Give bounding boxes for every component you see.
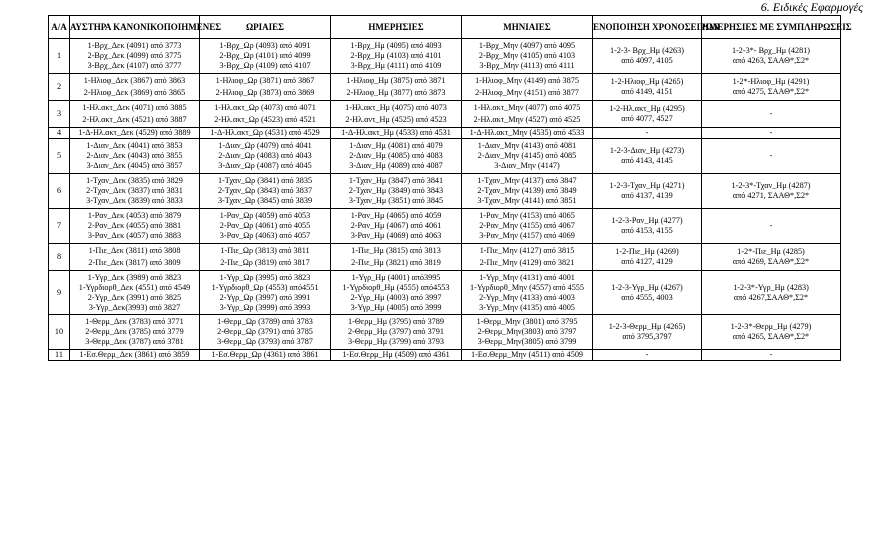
- row-number: 2: [49, 74, 70, 101]
- header-strict: ΑΥΣΤΗΡΑ ΚΑΝΟΝΙΚΟΠΟΙΗΜΕΝΕΣ: [70, 16, 200, 39]
- series-entry: από 4267,ΣΑΑΘ*,Σ2*: [733, 292, 809, 302]
- series-entry: -: [769, 128, 773, 137]
- series-entry: 3-Βρχ_Ημ (4111) από 4109: [350, 61, 442, 70]
- merge-cell: [593, 315, 702, 350]
- row-number: 1: [49, 39, 70, 74]
- series-entry: -: [645, 350, 649, 359]
- series-entry: από 4269, ΣΑΑΘ*,Σ2*: [732, 257, 810, 266]
- filled-cell: [702, 139, 841, 174]
- strict-cell: [70, 350, 200, 361]
- header-monthly: ΜΗΝΙΑΙΕΣ: [462, 16, 593, 39]
- series-entry: 1-2-3-Ραν_Ημ (4277): [611, 216, 683, 225]
- series-entry: 2-Βρχ_Δεκ (4099) από 3775: [87, 51, 182, 60]
- series-entry: 2-Διαν_Μην (4145) από 4085: [477, 151, 577, 160]
- series-entry: 2-Ηλιοφ_Μην (4151) από 3877: [475, 88, 579, 97]
- series-entry: 1-2-3*-Τχαν_Ημ (4287): [731, 181, 811, 190]
- merge-cell: [593, 350, 702, 361]
- daily-cell: [331, 271, 462, 315]
- series-entry: 1-Υγρδιορθ_Ημ (4555) από4553: [342, 282, 450, 292]
- row-number: 3: [49, 101, 70, 128]
- monthly-cell: [462, 139, 593, 174]
- monthly-cell: [462, 174, 593, 209]
- series-entry: 3-Θερμ_Δεκ (3787) από 3781: [85, 337, 184, 346]
- series-entry: 3-Θερμ_Μην(3805) από 3799: [477, 337, 577, 346]
- series-entry: 1-Δ-Ηλ.ακτ_Ωρ (4531) από 4529: [210, 128, 320, 137]
- series-entry: 1-Θερμ_Μην (3801) από 3795: [476, 317, 578, 326]
- hourly-cell: [200, 174, 331, 209]
- series-entry: 1-Υγρ_Δεκ (3989) από 3823: [87, 272, 182, 282]
- series-entry: 1-Ηλιοφ_Ωρ (3871) από 3867: [215, 76, 315, 85]
- row-number: 4: [49, 128, 70, 139]
- series-entry: από 3795,3797: [622, 332, 672, 341]
- series-entry: -: [645, 128, 649, 137]
- series-entry: 2-Διαν_Δεκ (4043) από 3855: [86, 151, 183, 160]
- series-entry: 1-2-3-Τχαν_Ημ (4271): [609, 181, 685, 190]
- series-entry: 2-Πιε_Ημ (3821) από 3819: [351, 258, 441, 267]
- section-title: 6. Ειδικές Εφαρμογές: [760, 0, 863, 14]
- series-entry: 2-Ηλ.ακτ_Ωρ (4523) από 4521: [214, 115, 316, 124]
- filled-cell: [702, 39, 841, 74]
- row-number: 10: [49, 315, 70, 350]
- series-entry: 2-Υγρ_Δεκ (3991) από 3825: [87, 292, 182, 302]
- series-entry: 1-Ηλ.ακτ_Ωρ (4073) από 4071: [214, 103, 316, 112]
- filled-cell: [702, 128, 841, 139]
- row-number: 5: [49, 139, 70, 174]
- series-entry: 3-Ραν_Μην (4157) από 4069: [479, 231, 575, 240]
- series-entry: 2-Θερμ_Δεκ (3785) από 3779: [85, 327, 184, 336]
- hourly-cell: [200, 101, 331, 128]
- series-entry: από 4271, ΣΑΑΘ*,Σ2*: [732, 191, 810, 200]
- series-entry: 1-Τχαν_Ωρ (3841) από 3835: [217, 176, 313, 185]
- series-entry: από 4127, 4129: [621, 257, 673, 266]
- header-daily: ΗΜΕΡΗΣΙΕΣ: [331, 16, 462, 39]
- strict-cell: [70, 74, 200, 101]
- series-entry: 2-Τχαν_Δεκ (3837) από 3831: [86, 186, 183, 195]
- daily-cell: [331, 139, 462, 174]
- filled-cell: [702, 74, 841, 101]
- series-entry: 2-Υγρ_Ωρ (3997) από 3991: [219, 292, 311, 302]
- daily-cell: [331, 209, 462, 244]
- hourly-cell: [200, 39, 331, 74]
- row-number: 11: [49, 350, 70, 361]
- series-entry: 2-Διαν_Ωρ (4083) από 4043: [218, 151, 312, 160]
- series-entry: 1-Τχαν_Δεκ (3835) από 3829: [86, 176, 183, 185]
- series-entry: 3-Ραν_Δεκ (4057) από 3883: [87, 231, 182, 240]
- series-entry: 3-Διαν_Ωρ (4087) από 4045: [218, 161, 312, 170]
- series-entry: 1-Δ-Ηλ.ακτ_Μην (4535) από 4533: [469, 128, 585, 137]
- series-entry: 2-Υγρ_Ημ (4003) από 3997: [350, 292, 442, 302]
- header-hourly: ΩΡΙΑΙΕΣ: [200, 16, 331, 39]
- series-entry: 2-Ηλ.ακτ_Μην (4527) από 4525: [473, 115, 581, 124]
- series-entry: από 4555, 4003: [621, 292, 673, 302]
- series-entry: 3-Θερμ_Ημ (3799) από 3793: [348, 337, 444, 346]
- series-entry: 1-2-3-Θερμ_Ημ (4265): [608, 322, 686, 331]
- series-entry: 1-2-Ηλιοφ_Ημ (4265): [610, 77, 684, 86]
- table-row: [49, 74, 841, 101]
- hourly-cell: [200, 350, 331, 361]
- series-entry: 2-Τχαν_Μην (4139) από 3849: [477, 186, 577, 195]
- table-row: [49, 315, 841, 350]
- series-entry: από 4149, 4151: [621, 87, 673, 96]
- series-entry: 2-Θερμ_Μην(3803) από 3797: [477, 327, 577, 336]
- table-row: [49, 174, 841, 209]
- series-entry: 1-2-3-Υγρ_Ημ (4267): [611, 282, 683, 292]
- series-entry: 2-Υγρ_Μην (4133) από 4003: [479, 292, 575, 302]
- series-entry: 1-Ραν_Ημ (4065) από 4059: [350, 211, 442, 220]
- series-entry: 1-2*-Ηλιοφ_Ημ (4291): [732, 77, 810, 86]
- series-entry: 1-Διαν_Μην (4143) από 4081: [477, 141, 577, 150]
- series-entry: 1-Πιε_Δεκ (3811) από 3808: [88, 246, 181, 255]
- series-entry: 3-Τχαν_Ημ (3851) από 3845: [348, 196, 444, 205]
- series-entry: 3-Διαν_Δεκ (4045) από 3857: [86, 161, 183, 170]
- series-entry: 2-Διαν_Ημ (4085) από 4083: [349, 151, 443, 160]
- daily-cell: [331, 315, 462, 350]
- daily-cell: [331, 350, 462, 361]
- series-entry: 2-Ηλιοφ_Ημ (3877) από 3873: [346, 88, 446, 97]
- row-number: 8: [49, 244, 70, 271]
- series-entry: 1-Ηλιοφ_Ημ (3875) από 3871: [346, 76, 446, 85]
- series-entry: 2-Ραν_Ωρ (4061) από 4055: [219, 221, 311, 230]
- series-entry: 2-Βρχ_Μην (4105) από 4103: [478, 51, 576, 60]
- series-entry: 2-Ηλ.αντ_Ημ (4525) από 4523: [345, 115, 447, 124]
- series-entry: 1-Θερμ_Δεκ (3783) από 3771: [85, 317, 184, 326]
- table-row: [49, 271, 841, 315]
- series-entry: 2-Ηλιοφ_Ωρ (3873) από 3869: [215, 88, 315, 97]
- monthly-cell: [462, 74, 593, 101]
- strict-cell: [70, 39, 200, 74]
- series-entry: 3-Τχαν_Δεκ (3839) από 3833: [86, 196, 183, 205]
- table-row: [49, 128, 841, 139]
- series-entry: 1-Ραν_Ωρ (4059) από 4053: [219, 211, 311, 220]
- series-entry: από 4153, 4155: [621, 226, 673, 235]
- series-entry: 3-Διαν_Μην (4147): [494, 161, 560, 170]
- monthly-cell: [462, 128, 593, 139]
- series-entry: από 4143, 4145: [621, 156, 673, 165]
- series-entry: 1-Ραν_Δεκ (4053) από 3879: [87, 211, 182, 220]
- series-entry: 1-Θερμ_Ημ (3795) από 3789: [348, 317, 444, 326]
- series-entry: 3-Βρχ_Μην (4113) από 4111: [479, 61, 575, 70]
- monthly-cell: [462, 39, 593, 74]
- series-entry: 1-Θερμ_Ωρ (3789) από 3783: [217, 317, 313, 326]
- series-entry: 3-Διαν_Ημ (4089) από 4087: [349, 161, 443, 170]
- series-entry: 1-Υγρ_Μην (4131) από 4001: [479, 272, 575, 282]
- series-entry: 2-Ραν_Δεκ (4055) από 3881: [87, 221, 182, 230]
- filled-cell: [702, 350, 841, 361]
- row-number: 7: [49, 209, 70, 244]
- series-entry: 2-Θερμ_Ωρ (3791) από 3785: [217, 327, 313, 336]
- series-entry: 1-2-3-Διαν_Ημ (4273): [609, 146, 685, 155]
- series-entry: 1-Δ-Ηλ.ακτ_Δεκ (4529) από 3889: [78, 128, 191, 137]
- table-row: [49, 350, 841, 361]
- series-entry: 3-Τχαν_Μην (4141) από 3851: [477, 196, 577, 205]
- hourly-cell: [200, 315, 331, 350]
- header-aa: Α/Α: [49, 16, 70, 39]
- daily-cell: [331, 174, 462, 209]
- header-merge: ΕΝΟΠΟΙΗΣΗ ΧΡΟΝΟΣΕΙΡΩΝ: [593, 16, 702, 39]
- series-entry: 2-Ηλ.ακτ_Δεκ (4521) από 3887: [82, 115, 187, 124]
- series-entry: 1-2-3*- Βρχ_Ημ (4281): [731, 46, 811, 55]
- filled-cell: [702, 174, 841, 209]
- daily-cell: [331, 39, 462, 74]
- monthly-cell: [462, 101, 593, 128]
- series-entry: -: [769, 151, 773, 160]
- series-entry: 1-Ηλ.ακτ_Μην (4077) από 4075: [473, 103, 581, 112]
- series-entry: 1-Διαν_Ημ (4081) από 4079: [349, 141, 443, 150]
- strict-cell: [70, 209, 200, 244]
- series-entry: 1-Διαν_Ωρ (4079) από 4041: [218, 141, 312, 150]
- merge-cell: [593, 39, 702, 74]
- series-entry: 1-Εσ.Θερμ_Ημ (4509) από 4361: [342, 350, 450, 359]
- series-entry: 3-Τχαν_Ωρ (3845) από 3839: [217, 196, 313, 205]
- series-entry: 3-Υγρ_Δεκ(3993) από 3827: [88, 302, 181, 312]
- hourly-cell: [200, 271, 331, 315]
- series-entry: από 4077, 4527: [621, 114, 673, 123]
- monthly-cell: [462, 315, 593, 350]
- monthly-cell: [462, 244, 593, 271]
- merge-cell: [593, 74, 702, 101]
- series-entry: από 4275, ΣΑΑΘ*,Σ2*: [732, 87, 810, 96]
- series-entry: 3-Υγρ_Ωρ (3999) από 3993: [219, 302, 311, 312]
- hourly-cell: [200, 244, 331, 271]
- daily-cell: [331, 128, 462, 139]
- monthly-cell: [462, 209, 593, 244]
- series-entry: από 4097, 4105: [621, 56, 673, 65]
- table-row: [49, 139, 841, 174]
- series-entry: 1-Πιε_Μην (4127) από 3815: [479, 246, 575, 255]
- series-entry: -: [769, 350, 773, 359]
- series-entry: 1-Υγρδιορθ_Δεκ (4551) από 4549: [78, 282, 191, 292]
- series-entry: 1-Ηλιοφ_Δεκ (3867) από 3863: [83, 76, 186, 85]
- series-entry: 1-Υγρδιορθ_Μην (4557) από 4555: [470, 282, 584, 292]
- daily-cell: [331, 74, 462, 101]
- strict-cell: [70, 101, 200, 128]
- merge-cell: [593, 244, 702, 271]
- series-entry: 1-Εσ.Θερμ_Ωρ (4361) από 3861: [211, 350, 319, 359]
- header-filled: ΗΜΕΡΗΣΙΕΣ ΜΕ ΣΥΜΠΛΗΡΩΣΕΙΣ: [702, 16, 841, 39]
- series-entry: 3-Ραν_Ημ (4069) από 4063: [350, 231, 442, 240]
- row-number: 6: [49, 174, 70, 209]
- series-entry: 3-Θερμ_Ωρ (3793) από 3787: [217, 337, 313, 346]
- series-entry: 1-Ηλ.ακτ_Δεκ (4071) από 3885: [82, 103, 187, 112]
- daily-cell: [331, 101, 462, 128]
- series-entry: 1-Διαν_Δεκ (4041) από 3853: [86, 141, 183, 150]
- series-entry: 1-Ραν_Μην (4153) από 4065: [479, 211, 575, 220]
- strict-cell: [70, 315, 200, 350]
- filled-cell: [702, 209, 841, 244]
- series-entry: 1-Υγρδιορθ_Ωρ (4553) από4551: [211, 282, 319, 292]
- merge-cell: [593, 174, 702, 209]
- hourly-cell: [200, 209, 331, 244]
- table-body: [49, 39, 841, 361]
- series-entry: 2-Βρχ_Ωρ (4101) από 4099: [219, 51, 311, 60]
- series-entry: από 4265, ΣΑΑΘ*,Σ2*: [732, 332, 810, 341]
- series-entry: 1-2-Ηλ.ακτ_Ημ (4295): [609, 104, 685, 113]
- header-row: [49, 16, 841, 39]
- series-entry: 1-Υγρ_Ημ (4001) από3995: [351, 272, 441, 282]
- row-number: 9: [49, 271, 70, 315]
- table-row: [49, 39, 841, 74]
- series-entry: 1-Εσ.Θερμ_Δεκ (3861) από 3859: [79, 350, 190, 359]
- series-entry: 3-Ραν_Ωρ (4063) από 4057: [219, 231, 311, 240]
- series-entry: 1-2-3- Βρχ_Ημ (4263): [610, 46, 684, 55]
- series-entry: 1-Ηλιοφ_Μην (4149) από 3875: [475, 76, 579, 85]
- filled-cell: [702, 101, 841, 128]
- hourly-cell: [200, 74, 331, 101]
- monthly-cell: [462, 350, 593, 361]
- series-entry: 1-Υγρ_Ωρ (3995) από 3823: [219, 272, 311, 282]
- daily-cell: [331, 244, 462, 271]
- series-entry: 1-2-3*-Υγρ_Ημ (4283): [733, 282, 809, 292]
- merge-cell: [593, 209, 702, 244]
- series-entry: 2-Πιε_Μην (4129) από 3821: [479, 258, 575, 267]
- merge-cell: [593, 139, 702, 174]
- table-row: [49, 244, 841, 271]
- series-entry: 3-Υγρ_Ημ (4005) από 3999: [350, 302, 442, 312]
- series-entry: -: [769, 109, 773, 118]
- monthly-cell: [462, 271, 593, 315]
- series-entry: 1-Τχαν_Μην (4137) από 3847: [477, 176, 577, 185]
- hourly-cell: [200, 128, 331, 139]
- series-entry: από 4263, ΣΑΑΘ*,Σ2*: [732, 56, 810, 65]
- strict-cell: [70, 139, 200, 174]
- series-entry: 1-Βρχ_Ημ (4095) από 4093: [350, 41, 442, 50]
- series-entry: 1-2*-Πιε_Ημ (4285): [737, 247, 805, 256]
- series-entry: 1-Ηλ.ακτ_Ημ (4075) από 4073: [345, 103, 447, 112]
- series-entry: 1-2-3*-Θερμ_Ημ (4279): [730, 322, 812, 331]
- strict-cell: [70, 174, 200, 209]
- strict-cell: [70, 244, 200, 271]
- series-entry: από 4137, 4139: [621, 191, 673, 200]
- filled-cell: [702, 315, 841, 350]
- series-entry: 1-Δ-Ηλ.ακτ_Ημ (4533) από 4531: [341, 128, 451, 137]
- merge-cell: [593, 101, 702, 128]
- series-entry: 2-Θερμ_Ημ (3797) από 3791: [348, 327, 444, 336]
- hourly-cell: [200, 139, 331, 174]
- strict-cell: [70, 128, 200, 139]
- timeseries-table: [48, 15, 852, 361]
- series-entry: 3-Βρχ_Ωρ (4109) από 4107: [219, 61, 311, 70]
- series-entry: 2-Ραν_Μην (4155) από 4067: [479, 221, 575, 230]
- series-entry: 1-Πιε_Ημ (3815) από 3813: [351, 246, 441, 255]
- series-entry: 1-Βρχ_Μην (4097) από 4095: [478, 41, 576, 50]
- series-entry: 3-Υγρ_Μην (4135) από 4005: [479, 302, 575, 312]
- series-entry: 1-Τχαν_Ημ (3847) από 3841: [348, 176, 444, 185]
- series-entry: 2-Ραν_Ημ (4067) από 4061: [350, 221, 442, 230]
- series-entry: 1-Εσ.Θερμ_Μην (4511) από 4509: [470, 350, 584, 359]
- filled-cell: [702, 271, 841, 315]
- series-entry: 2-Πιε_Ωρ (3819) από 3817: [220, 258, 310, 267]
- series-entry: 1-Βρχ_Δεκ (4091) από 3773: [87, 41, 182, 50]
- filled-cell: [702, 244, 841, 271]
- series-entry: 1-Πιε_Ωρ (3813) από 3811: [220, 246, 310, 255]
- series-entry: 2-Πιε_Δεκ (3817) από 3809: [88, 258, 181, 267]
- series-entry: 1-Βρχ_Ωρ (4093) από 4091: [219, 41, 311, 50]
- series-entry: 2-Τχαν_Ημ (3849) από 3843: [348, 186, 444, 195]
- series-entry: 3-Βρχ_Δεκ (4107) από 3777: [87, 61, 182, 70]
- strict-cell: [70, 271, 200, 315]
- table-row: [49, 101, 841, 128]
- series-entry: 2-Βρχ_Ημ (4103) από 4101: [350, 51, 442, 60]
- table-row: [49, 209, 841, 244]
- merge-cell: [593, 128, 702, 139]
- series-entry: 2-Τχαν_Ωρ (3843) από 3837: [217, 186, 313, 195]
- merge-cell: [593, 271, 702, 315]
- series-entry: -: [769, 221, 773, 230]
- series-entry: 2-Ηλιοφ_Δεκ (3869) από 3865: [83, 88, 186, 97]
- series-entry: 1-2-Πιε_Ημ (4269): [615, 247, 679, 256]
